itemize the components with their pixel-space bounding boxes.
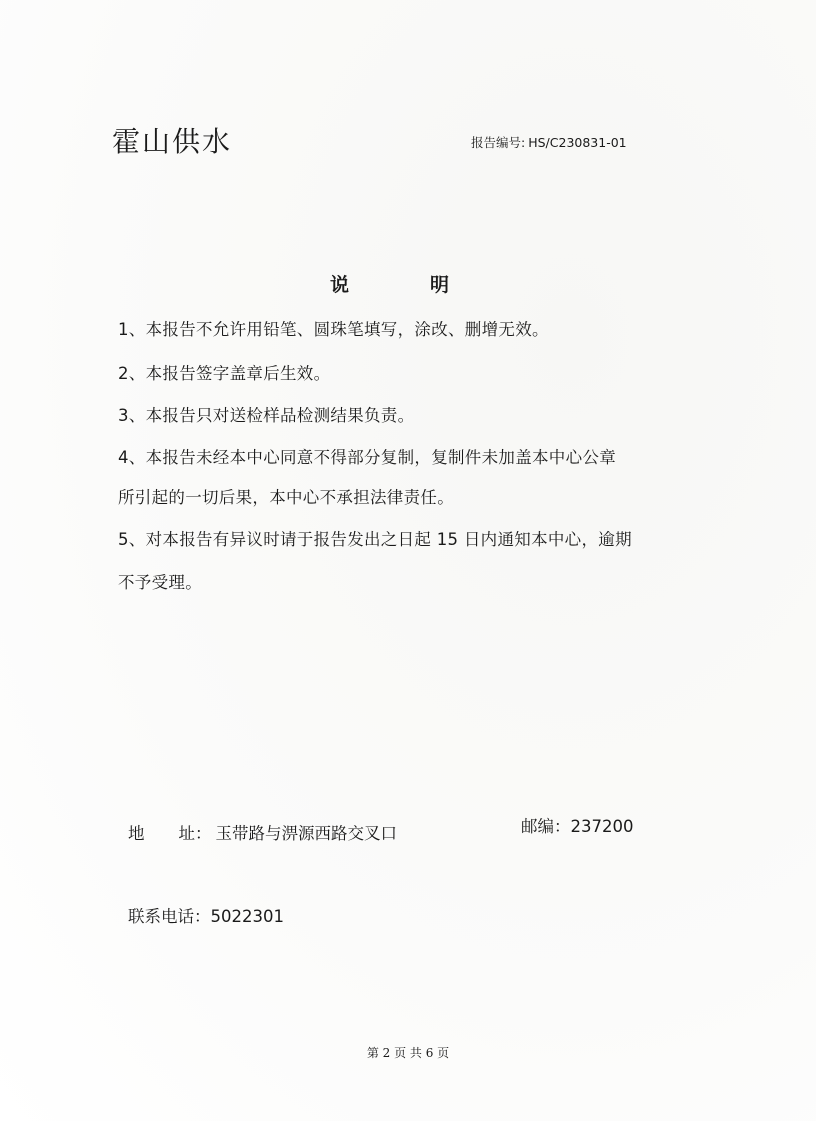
- address-line: [128, 820, 397, 844]
- section-title-part2: 明: [430, 274, 451, 296]
- phone-label: 联系电话：: [128, 907, 211, 926]
- note-line-7: 不予受理。: [118, 573, 202, 592]
- note-line-5: 所引起的一切后果，本中心不承担法律责任。: [118, 488, 454, 507]
- section-title: [330, 270, 450, 297]
- report-number: [471, 133, 630, 151]
- phone-line: [128, 903, 284, 927]
- report-number-label: 报告编号:: [471, 135, 526, 150]
- section-title-part1: 说: [330, 274, 351, 296]
- address-value: 玉带路与淠源西路交叉口: [215, 824, 397, 843]
- organization-title: 霍山供水: [112, 125, 233, 158]
- note-line-2: 2、本报告签字盖章后生效。: [118, 364, 331, 383]
- address-label: 地 址：: [128, 824, 212, 843]
- phone-value: 5022301: [210, 907, 284, 926]
- postcode-value: 237200: [570, 817, 634, 836]
- postcode-label: 邮编：: [521, 817, 571, 836]
- note-line-4: 4、本报告未经本中心同意不得部分复制，复制件未加盖本中心公章: [118, 448, 616, 467]
- page-number: 第 2 页 共 6 页: [366, 1046, 450, 1060]
- postcode-line: [521, 813, 634, 837]
- note-line-1: 1、本报告不允许用铅笔、圆珠笔填写，涂改、删增无效。: [118, 320, 549, 339]
- note-line-3: 3、本报告只对送检样品检测结果负责。: [118, 406, 415, 425]
- report-number-value: HS/C230831-01: [528, 135, 627, 150]
- note-line-6: 5、对本报告有异议时请于报告发出之日起 15 日内通知本中心，逾期: [118, 530, 632, 549]
